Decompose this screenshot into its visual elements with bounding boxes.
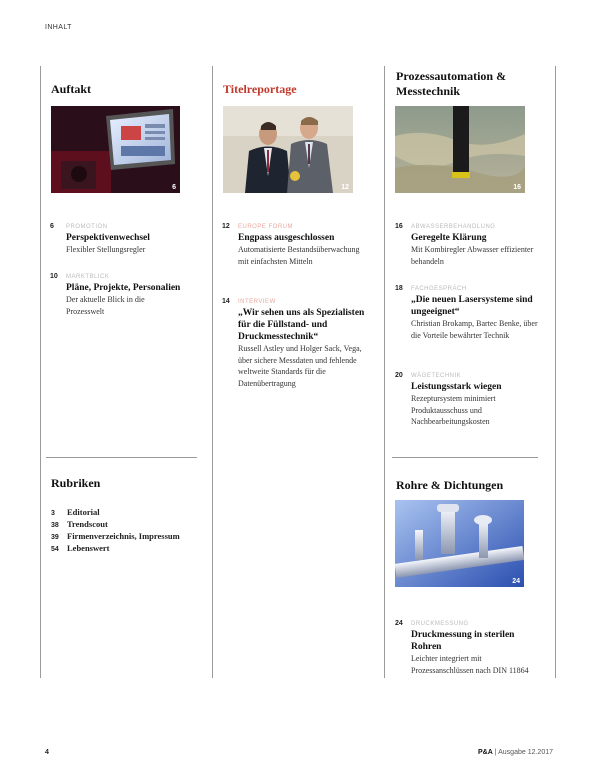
footer-page-number: 4 xyxy=(45,749,49,756)
rubrik-label: Trendscout xyxy=(67,519,108,529)
toc-category: DRUCKMESSUNG xyxy=(411,621,469,627)
toc-description: Der aktuelle Blick in die Prozesswelt xyxy=(66,295,145,316)
toc-category: WÄGETECHNIK xyxy=(411,373,462,379)
toc-entry[interactable] xyxy=(50,273,184,317)
toc-description: Mit Kombiregler Abwasser effizienter behandeln xyxy=(411,245,534,266)
toc-entry[interactable] xyxy=(395,223,549,267)
photo-page-number: 16 xyxy=(513,184,521,191)
toc-page-number: 14 xyxy=(222,298,230,305)
rubrik-item[interactable] xyxy=(51,543,110,555)
footer-magazine: P&A xyxy=(477,749,493,756)
toc-category: INTERVIEW xyxy=(238,299,276,305)
section-header-label: INHALT xyxy=(45,24,72,31)
toc-category: PROMOTION xyxy=(66,224,108,230)
toc-title: Druckmessung in sterilen Rohren xyxy=(411,630,515,652)
toc-page-number: 12 xyxy=(222,223,230,230)
toc-page-number: 10 xyxy=(50,273,58,280)
rubrik-label: Firmenverzeichnis, Impressum xyxy=(67,531,180,541)
rubrik-page-number: 54 xyxy=(51,546,59,553)
rubrik-page-number: 39 xyxy=(51,534,59,541)
toc-page-number: 24 xyxy=(395,620,403,627)
rubrik-item[interactable] xyxy=(51,519,108,531)
footer-issue: P&A | Ausgabe 12.2017 xyxy=(477,749,553,756)
toc-entry[interactable] xyxy=(222,223,376,267)
toc-entry[interactable] xyxy=(395,285,549,341)
toc-page-number: 6 xyxy=(50,223,54,230)
toc-description: Christian Brokamp, Bartec Benke, über die Vorteile bewährter Technik xyxy=(411,319,538,340)
toc-entry[interactable] xyxy=(222,298,376,389)
prozess-photo xyxy=(395,106,525,193)
toc-entry[interactable] xyxy=(395,620,549,676)
toc-title: Leistungsstark wiegen xyxy=(411,382,502,392)
column-rule-right xyxy=(384,66,385,678)
section-title-auftakt: Auftakt xyxy=(51,82,92,96)
column-rule-edge xyxy=(555,66,556,678)
toc-page-number: 20 xyxy=(395,372,403,379)
toc-entry[interactable] xyxy=(395,372,549,428)
section-title-rubriken: Rubriken xyxy=(51,476,101,490)
toc-title: Geregelte Klärung xyxy=(411,233,487,243)
rubrik-label: Editorial xyxy=(67,507,100,517)
footer-issue-label: Ausgabe 12.2017 xyxy=(498,749,553,756)
section-title-titelreportage: Titelreportage xyxy=(223,82,297,96)
toc-title: Engpass ausgeschlossen xyxy=(238,233,335,243)
rohre-photo xyxy=(395,500,524,587)
titelreportage-photo xyxy=(223,106,353,193)
toc-title: Pläne, Projekte, Personalien xyxy=(66,283,181,293)
toc-category: ABWASSERBEHANDLUNG xyxy=(411,224,496,230)
toc-description: Leichter integriert mit Prozessanschlüssen nach DIN 11864 xyxy=(411,654,529,675)
auftakt-photo xyxy=(51,106,180,193)
toc-page-number: 18 xyxy=(395,285,403,292)
toc-description: Rezeptursystem minimiert Produktausschuss und Nachbearbeitungskosten xyxy=(411,394,496,426)
photo-page-number: 12 xyxy=(341,184,349,191)
toc-category: FACHGESPRÄCH xyxy=(411,286,467,292)
divider-left xyxy=(46,457,197,458)
toc-entry[interactable] xyxy=(50,223,204,256)
toc-description: Russell Astley und Holger Sack, Vega, über sichere Messdaten und fehlende weltweite Standards für die Datenübertragung xyxy=(238,344,362,388)
toc-title: Perspektivenwechsel xyxy=(66,233,150,243)
toc-description: Flexibler Stellungsregler xyxy=(66,245,146,254)
divider-right xyxy=(392,457,538,458)
photo-page-number: 24 xyxy=(512,578,520,585)
column-rule-middle xyxy=(212,66,213,678)
toc-page-number: 16 xyxy=(395,223,403,230)
rubrik-page-number: 38 xyxy=(51,522,59,529)
rubrik-item[interactable] xyxy=(51,507,100,519)
rubrik-label: Lebenswert xyxy=(67,543,110,553)
section-title-prozessautomation: Prozessautomation & Messtechnik xyxy=(396,69,507,98)
toc-description: Automatisierte Bestandsüberwachung mit einfachsten Mitteln xyxy=(238,245,360,266)
section-title-rohre: Rohre & Dichtungen xyxy=(396,478,504,492)
toc-title: „Wir sehen uns als Spezialisten für die Füllstand- und Druckmesstechnik“ xyxy=(238,308,365,342)
toc-category: MARKTBLICK xyxy=(66,274,110,280)
rubrik-page-number: 3 xyxy=(51,510,55,517)
rubrik-item[interactable] xyxy=(51,531,180,543)
toc-category: EUROPE FORUM xyxy=(238,224,294,230)
photo-page-number: 6 xyxy=(172,184,176,191)
toc-title: „Die neuen Lasersysteme sind ungeeignet“ xyxy=(411,295,533,317)
column-rule-left xyxy=(40,66,41,678)
